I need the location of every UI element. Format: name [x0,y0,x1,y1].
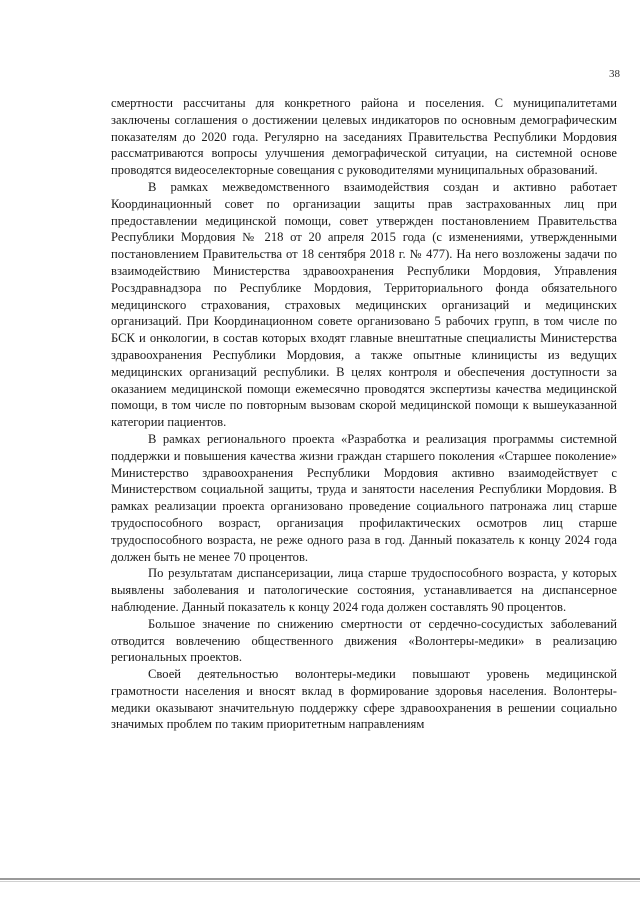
paragraph-volunteers-importance: Большое значение по снижению смертности от сердечно-сосудистых заболеваний отводится вовлечению общественного движения «Волонтеры-медики» в реализацию региональных проектов. [111,616,617,665]
bottom-scan-edge [0,878,640,880]
paragraph-continuation: смертности рассчитаны для конкретного района и поселения. С муниципалитетами заключены соглашения о достижении целевых индикаторов по основным демографическим показателям до 2020 года. Регулярно на заседаниях Правительства Республики Мордовия рассматриваются вопросы улучшения демографической ситуации, на системной основе проводятся видеоселекторные совещания с руководителями муниципальных образований. [111,96,617,178]
bottom-scan-edge-shadow [0,881,640,882]
paragraph-senior-generation-project: В рамках регионального проекта «Разработка и реализация программы системной поддержки и повышения качества жизни граждан старшего поколения «Старшее поколение» Министерство здравоохранения Республики Мордовия активно взаимодействует с Министерством социальной защиты, труда и занятости населения Республики Мордовия. В рамках реализации проекта организовано проведение социального патронажа лиц старше трудоспособного возраст, организация профилактических осмотров лиц старше трудоспособного возраста, не реже одного раза в год. Данный показатель к концу 2024 года должен быть не менее 70 процентов. [111,431,617,564]
paragraph-volunteers-activity: Своей деятельностью волонтеры-медики повышают уровень медицинской грамотности населения и вносят вклад в формирование здоровья населения. Волонтеры-медики оказывают значительную поддержку сфере здравоохранения в решении социально значимых проблем по таким приоритетным направлениям [111,667,617,732]
body-text [111,95,617,733]
paragraph-dispensary-results: По результатам диспансеризации, лица старше трудоспособного возраста, у которых выявлены заболевания и патологические состояния, устанавливается на диспансерное наблюдение. Данный показатель к концу 2024 года должен составлять 90 процентов. [111,566,617,614]
page-number: 38 [609,68,620,80]
paragraph-coordination-council: В рамках межведомственного взаимодействия создан и активно работает Координационный совет по организации защиты прав застрахованных лиц при предоставлении медицинской помощи, совет утвержден постановлением Правительства Республики Мордовия № 218 от 20 апреля 2015 года (с изменениями, утвержденными постановлением Правительства от 18 сентября 2018 г. № 477). На него возложены задачи по взаимодействию Министерства здравоохранения Республики Мордовия, Управления Росздравнадзора по Республике Мордовия, Территориального фонда обязательного медицинского страхования, страховых медицинских организаций и медицинских организаций. При Координационном совете организовано 5 рабочих групп, в том числе по БСК и онкологии, в состав которых входят главные внештатные специалисты Министерства здравоохранения Республики Мордовия, а также опытные клиницисты из ведущих медицинских организаций республики. В целях контроля и обеспечения доступности за оказанием медицинской помощи ежемесячно проводятся экспертизы качества медицинской помощи, в том числе по повторным вызовам скорой медицинской помощи к вышеуказанной категории пациентов. [111,179,617,430]
